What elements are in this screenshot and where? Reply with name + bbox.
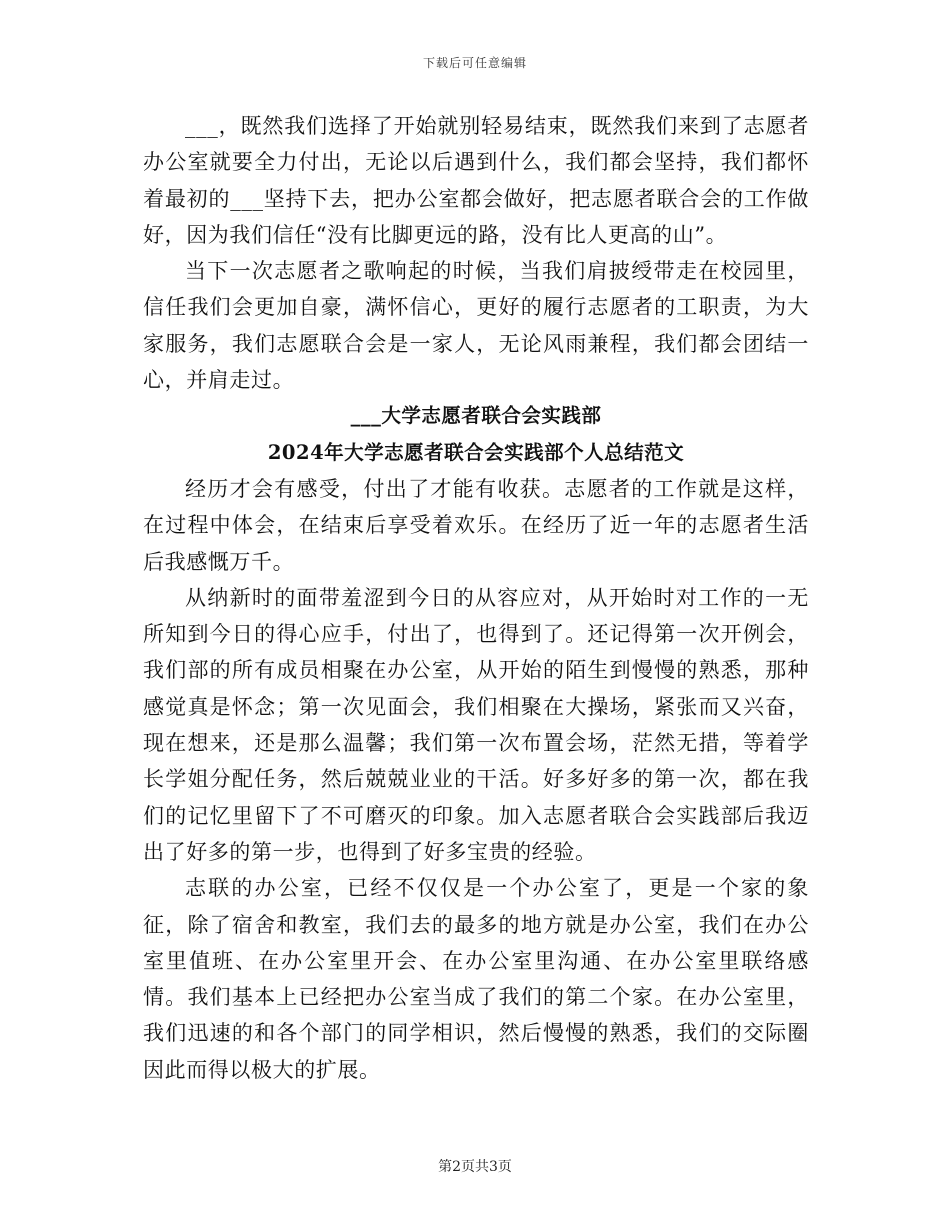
paragraph: ___，既然我们选择了开始就别轻易结束，既然我们来到了志愿者办公室就要全力付出，无论以后遇到什么，我们都会坚持，我们都怀着最初的___坚持下去，把办公室都会做好，把志愿者联合会的工作做好，因为我们信任“没有比脚更远的路，没有比人更高的山”。 xyxy=(143,114,809,247)
document-body xyxy=(143,108,809,1088)
paragraph: 当下一次志愿者之歌响起的时候，当我们肩披绶带走在校园里，信任我们会更加自豪，满怀信心，更好的履行志愿者的工职责，为大家服务，我们志愿联合会是一家人，无论风雨兼程，我们都会团结一心，并肩走过。 xyxy=(143,259,809,393)
document-title: 2024年大学志愿者联合会实践部个人总结范文 xyxy=(267,440,685,464)
page-number: 第2页共3页 xyxy=(438,1159,512,1175)
paragraph: 志联的办公室，已经不仅仅是一个办公室了，更是一个家的象征，除了宿舍和教室，我们去的最多的地方就是办公室，我们在办公室里值班、在办公室里开会、在办公室里沟通、在办公室里联络感情。我们基本上已经把办公室当成了我们的第二个家。在办公室里，我们迅速的和各个部门的同学相识，然后慢慢的熟悉，我们的交际圈因此而得以极大的扩展。 xyxy=(143,876,809,1082)
signature-line: ___大学志愿者联合会实践部 xyxy=(350,404,602,428)
page-header-note: 下载后可任意编辑 xyxy=(422,56,527,70)
paragraph: 经历才会有感受，付出了才能有收获。志愿者的工作就是这样，在过程中体会，在结束后享受着欢乐。在经历了近一年的志愿者生活后我感慨万千。 xyxy=(143,476,809,574)
paragraph: 从纳新时的面带羞涩到今日的从容应对，从开始时对工作的一无所知到今日的得心应手，付出了，也得到了。还记得第一次开例会，我们部的所有成员相聚在办公室，从开始的陌生到慢慢的熟悉，那种感觉真是怀念；第一次见面会，我们相聚在大操场，紧张而又兴奋，现在想来，还是那么温馨；我们第一次布置会场，茫然无措，等着学长学姐分配任务，然后兢兢业业的干活。好多好多的第一次，都在我们的记忆里留下了不可磨灭的印象。加入志愿者联合会实践部后我迈出了好多的第一步，也得到了好多宝贵的经验。 xyxy=(143,585,809,864)
